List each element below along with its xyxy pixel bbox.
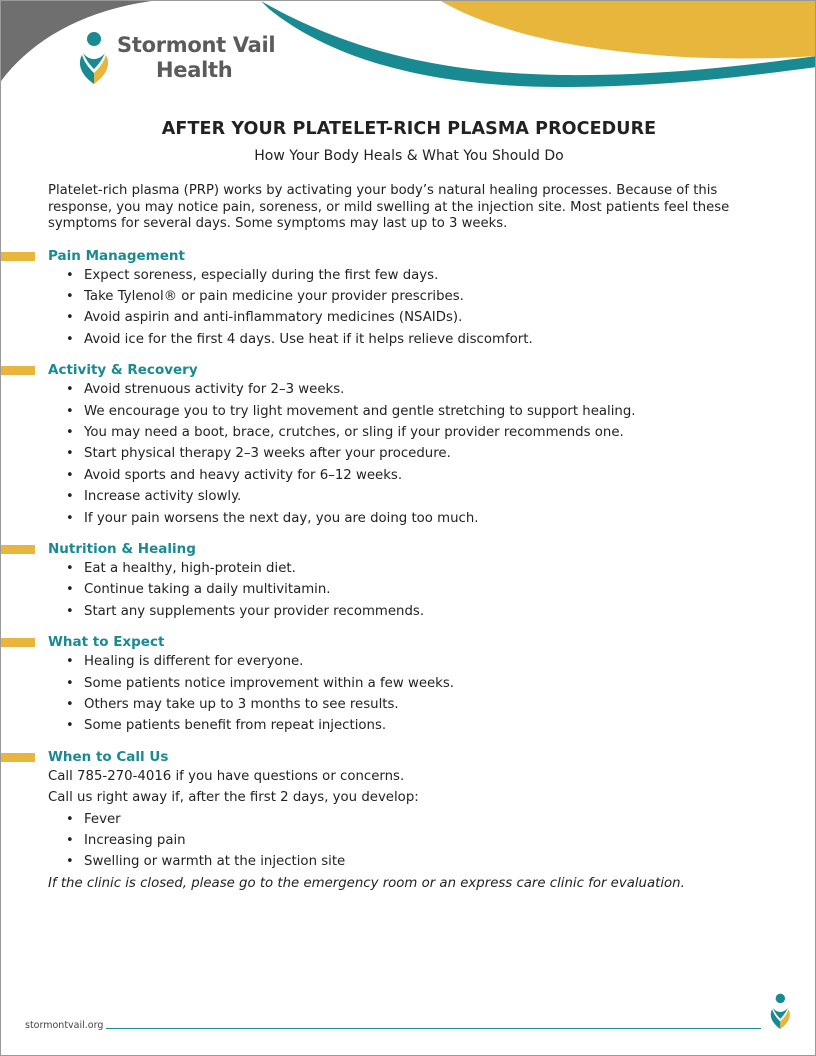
brand-name (117, 33, 275, 83)
intro-paragraph: Platelet-rich plasma (PRP) works by activating your body’s natural healing processes. Because of this response, you may notice pain, soreness, or mild swelling at the injection site. Most patients feel these symptoms for several days. Some symptoms may last up to 3 weeks. (48, 183, 730, 231)
list-item: • Increasing pain (66, 833, 186, 849)
list-item: • Increase activity slowly. (66, 489, 242, 505)
footer-url[interactable]: stormontvail.org (25, 1020, 104, 1031)
list-item: • We encourage you to try light movement and gentle stretching to support healing. (66, 403, 636, 419)
footer-logo-mark-icon (767, 993, 795, 1031)
brand-name-line2: Health (156, 58, 233, 82)
list-item: • Others may take up to 3 months to see results. (66, 697, 399, 712)
section-title: Activity & Recovery (48, 362, 198, 379)
list-item: • Continue taking a daily multivitamin. (66, 582, 331, 598)
list-item: • Avoid strenuous activity for 2–3 weeks. (66, 382, 345, 398)
list-item: • Some patients notice improvement within a few weeks. (66, 675, 455, 691)
brand-name-line1: Stormont Vail (117, 33, 276, 57)
list-item: • Healing is different for everyone. (66, 654, 304, 670)
list-item: • Take Tylenol® or pain medicine your provider prescribes. (66, 288, 464, 304)
section-marker (1, 252, 35, 261)
section-title: Nutrition & Healing (48, 540, 196, 557)
section-activity-recovery (48, 362, 768, 529)
list-item: • Expect soreness, especially during the first few days. (66, 267, 439, 283)
list-item: • Avoid sports and heavy activity for 6–12 weeks. (66, 467, 403, 483)
closing-note: If the clinic is closed, please go to the emergency room or an express care clinic for evaluation. (48, 875, 685, 891)
section-what-to-expect (48, 634, 768, 737)
phone-line: Call 785-270-4016 if you have questions or concerns. (48, 768, 405, 784)
call-right-away-line: Call us right away if, after the first 2 days, you develop: (48, 790, 419, 806)
logo (77, 31, 287, 91)
list-item: • Eat a healthy, high-protein diet. (66, 560, 296, 576)
section-title: Pain Management (48, 247, 185, 264)
section-marker (1, 753, 35, 762)
section-pain-management (48, 248, 768, 351)
list-item: • If your pain worsens the next day, you are doing too much. (66, 510, 479, 526)
list-item: • Some patients benefit from repeat injections. (66, 718, 387, 734)
list-item: • Start any supplements your provider recommends. (66, 603, 425, 619)
section-title: When to Call Us (48, 748, 169, 765)
section-marker (1, 545, 35, 554)
section-marker (1, 638, 35, 647)
page-title: AFTER YOUR PLATELET-RICH PLASMA PROCEDURE (161, 119, 657, 139)
footer-divider (106, 1028, 761, 1029)
list-item: • You may need a boot, brace, crutches, or sling if your provider recommends one. (66, 424, 624, 440)
list-item: • Avoid ice for the first 4 days. Use heat if it helps relieve discomfort. (66, 331, 533, 347)
section-title: What to Expect (48, 634, 165, 651)
section-when-to-call (48, 749, 768, 894)
page-subtitle: How Your Body Heals & What You Should Do (254, 148, 564, 164)
section-nutrition-healing (48, 541, 768, 622)
list-item: • Fever (66, 811, 121, 827)
main-content (48, 183, 768, 906)
list-item: • Swelling or warmth at the injection site (66, 854, 346, 870)
section-marker (1, 366, 35, 375)
list-item: • Avoid aspirin and anti-inflammatory medicines (NSAIDs). (66, 310, 463, 326)
list-item: • Start physical therapy 2–3 weeks after your procedure. (66, 446, 451, 462)
logo-mark-icon (77, 31, 113, 87)
